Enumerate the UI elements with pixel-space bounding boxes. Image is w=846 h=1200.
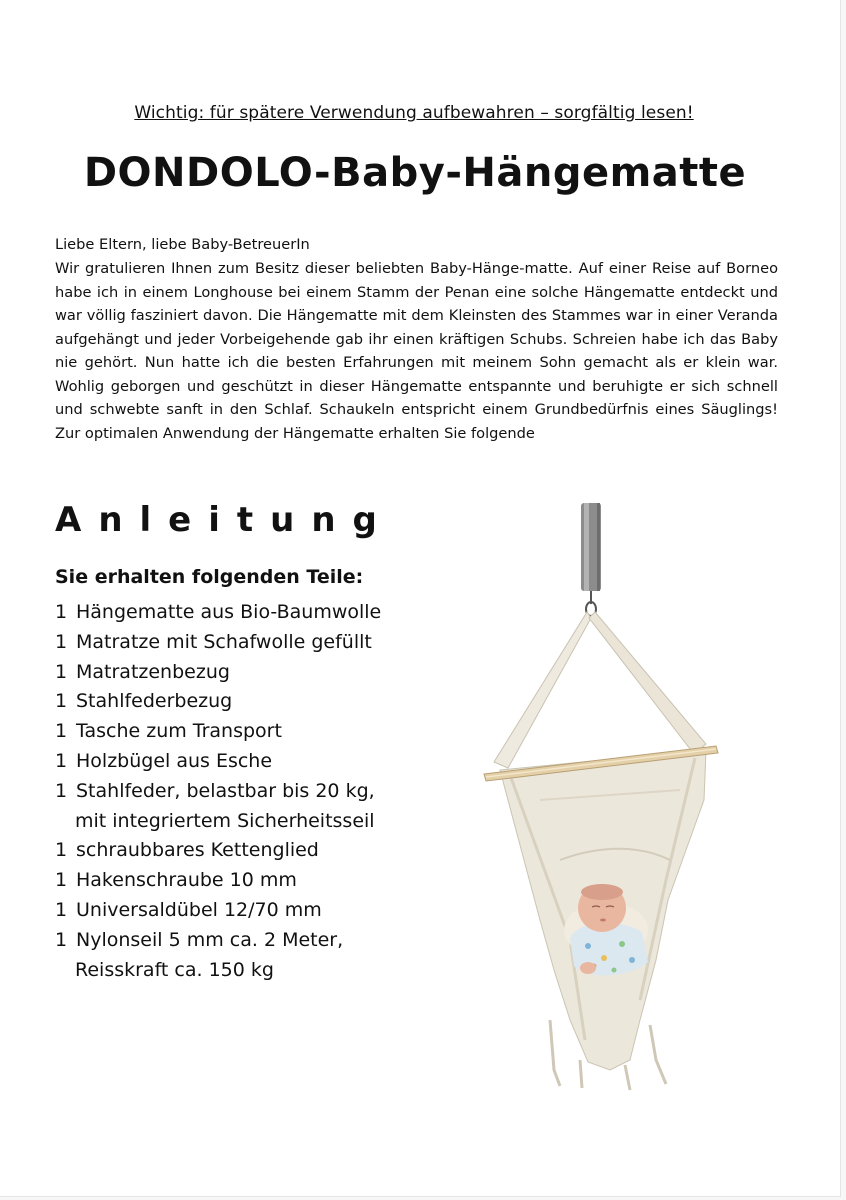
parts-item (55, 926, 381, 986)
parts-item (55, 896, 381, 926)
section-heading: Anleitung (55, 500, 394, 540)
parts-item-quantity: 1 (55, 630, 68, 653)
parts-item (55, 777, 381, 837)
parts-item-quantity: 1 (55, 720, 68, 743)
parts-item (55, 836, 381, 866)
parts-item (55, 598, 381, 628)
parts-item-quantity: 1 (55, 660, 68, 683)
page-title: DONDOLO-Baby-Hängematte (83, 150, 747, 196)
suspension-straps (494, 612, 706, 768)
parts-title: Sie erhalten folgenden Teile: (55, 566, 364, 588)
parts-item (55, 628, 381, 658)
parts-item (55, 687, 381, 717)
parts-item-label: Hakenschraube 10 mm (76, 869, 297, 892)
parts-item (55, 747, 381, 777)
parts-item-label: Universaldübel 12/70 mm (76, 898, 322, 921)
parts-item-label: Stahlfederbezug (76, 690, 233, 713)
parts-item-label: Matratzenbezug (76, 660, 230, 683)
parts-item-quantity: 1 (55, 779, 68, 802)
parts-item-label: Stahlfeder, belastbar bis 20 kg, (76, 779, 375, 802)
parts-item-label: schraubbares Kettenglied (76, 839, 319, 862)
parts-list (55, 598, 381, 985)
parts-item-label: Tasche zum Transport (76, 720, 282, 743)
parts-item-quantity: 1 (55, 601, 68, 623)
notice-text: Wichtig: für spätere Verwendung aufbewahren – sorgfältig lesen! (134, 103, 694, 123)
parts-item-label: Holzbügel aus Esche (76, 749, 273, 772)
parts-item-quantity: 1 (55, 839, 68, 862)
parts-item-quantity: 1 (55, 869, 68, 892)
parts-item-continuation: mit integriertem Sicherheitsseil (75, 809, 375, 832)
parts-item-quantity: 1 (55, 928, 68, 951)
parts-item-label: Hängematte aus Bio-Baumwolle (76, 601, 382, 623)
hammock-photo (470, 500, 730, 1100)
parts-item (55, 866, 381, 896)
parts-item (55, 658, 381, 688)
parts-item-quantity: 1 (55, 690, 68, 713)
parts-item-quantity: 1 (55, 898, 68, 921)
steel-spring (581, 503, 601, 616)
parts-item-label: Matratze mit Schafwolle gefüllt (76, 630, 372, 653)
parts-item-continuation: Reisskraft ca. 150 kg (75, 958, 274, 981)
parts-item-label: Nylonseil 5 mm ca. 2 Meter, (76, 928, 344, 951)
parts-item-quantity: 1 (55, 749, 68, 772)
greeting-text: Liebe Eltern, liebe Baby-BetreuerIn (55, 236, 310, 253)
intro-paragraph: Wir gratulieren Ihnen zum Besitz dieser beliebten Baby-Hänge-matte. Auf einer Reise auf Borneo habe ich in einem Longhouse bei einem Stamm der Penan eine solche Hängematte entdeckt und war völlig fasziniert davon. Die Hängematte mit dem Kleinsten des Stammes war in einer Veranda aufgehängt und jeder Vorbeigehende gab ihr einen kräftigen Schubs. Schreien habe ich das Baby nie gehört. Nun hatte ich die besten Erfahrungen mit meinem Sohn gemacht als er klein war. Wohlig geborgen und geschützt in dieser Hängematte entspannte und beruhigte er sich schnell und schwebte sanft in den Schlaf. Schaukeln entspricht einem Grundbedürfnis eines Säuglings! Zur optimalen Anwendung der Hängematte erhalten Sie folgende (55, 260, 778, 442)
parts-item (55, 717, 381, 747)
